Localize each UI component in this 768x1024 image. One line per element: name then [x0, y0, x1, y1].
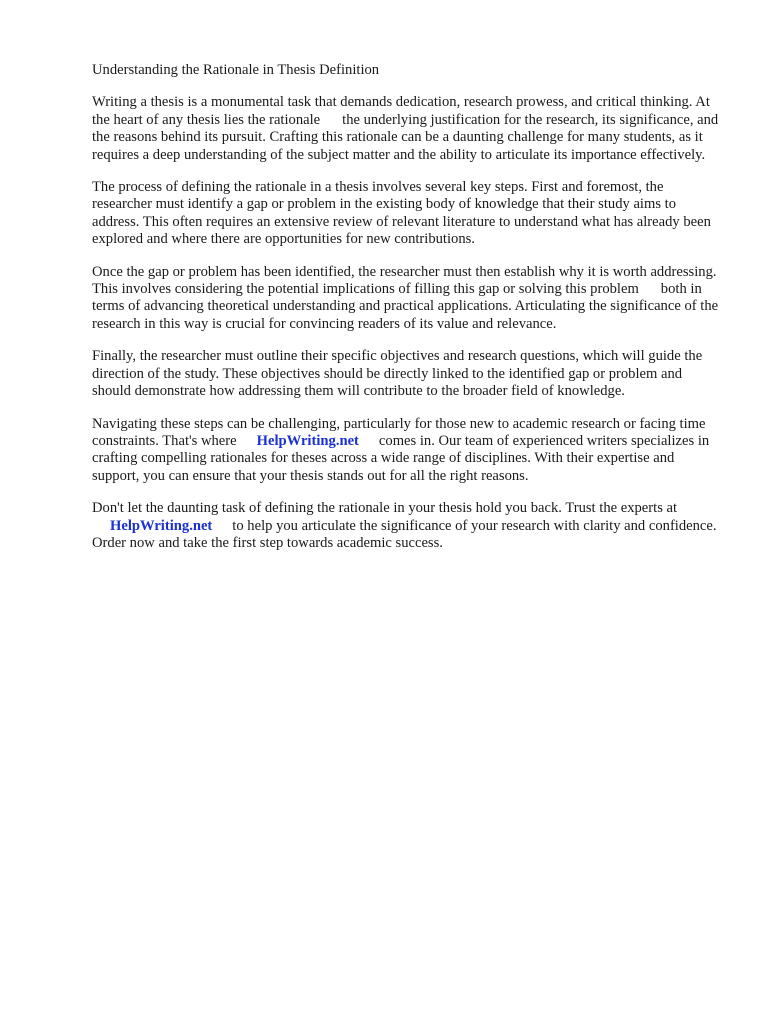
paragraph-objectives: Finally, the researcher must outline their specific objectives and research questions, which will guide the direction of the study. These objectives should be directly linked to the identified gap or problem and should demonstrate how addressing them will contribute to the broader field of knowledge. [92, 348, 703, 400]
paragraph-process: The process of defining the rationale in a thesis involves several key steps. First and foremost, the researcher must identify a gap or problem in the existing body of knowledge that their study aims to address. This often requires an extensive review of relevant literature to understand what has already been explored and where there are opportunities for new contributions. [92, 179, 711, 248]
document-page [92, 62, 722, 567]
paragraph-navigating-part-2: comes in. Our team of experienced writers specializes in crafting compelling rationales for theses across a wide range of disciplines. With their expertise and support, you can ensure that your thesis stands out for all the right reasons. [92, 432, 710, 484]
paragraph-closing-part-1: Don't let the daunting task of defining the rationale in your thesis hold you back. Trust the experts at [92, 500, 678, 517]
paragraph-navigating-part-1: Navigating these steps can be challenging, particularly for those new to academic research or facing time constraints. That's where [92, 415, 706, 449]
paragraph-navigating [92, 416, 722, 486]
paragraph-significance-part-1: Once the gap or problem has been identified, the researcher must then establish why it is worth addressing. This involves considering the potential implications of filling this gap or solving this problem [92, 263, 717, 298]
paragraph-closing-part-2: to help you articulate the significance of your research with clarity and confidence. Order now and take the first step towards academic success. [92, 517, 717, 551]
paragraph-closing [92, 500, 722, 552]
paragraph-intro-part-2: the underlying justification for the research, its significance, and the reasons behind its pursuit. Crafting this rationale can be a daunting challenge for many students, as it requires a deep understanding of the subject matter and the ability to articulate its importance effectively. [92, 111, 719, 163]
paragraph-intro-part-1: Writing a thesis is a monumental task that demands dedication, research prowess, and critical thinking. At the heart of any thesis lies the rationale [92, 94, 710, 128]
helpwriting-link[interactable]: HelpWriting.net [256, 432, 359, 449]
paragraph-significance-part-2: both in terms of advancing theoretical understanding and practical applications. Articulating the significance of the research in this way is crucial for convincing readers of its value and relevance. [92, 281, 719, 332]
paragraph-significance [92, 264, 722, 334]
paragraph-intro [92, 94, 722, 164]
helpwriting-link[interactable]: HelpWriting.net [110, 517, 213, 534]
document-title: Understanding the Rationale in Thesis Definition [92, 62, 380, 78]
